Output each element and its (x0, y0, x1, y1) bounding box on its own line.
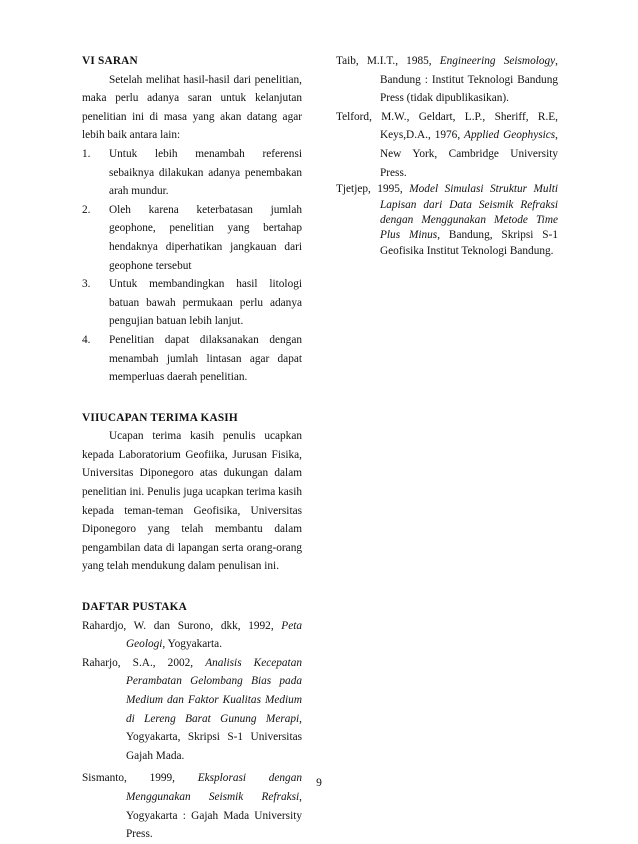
pustaka-heading: DAFTAR PUSTAKA (82, 601, 187, 614)
saran-item-4: 4. Penelitian dapat dilaksanakan dengan menambah jumlah lintasan agar dapat memperluas daerah penelitian. (82, 333, 302, 384)
saran-item-2: 2. Oleh karena keterbatasan jumlah geophone, penelitian yang bertahap hendaknya diperhatikan jangkauan dari geophone tersebut (82, 203, 302, 272)
right-column (336, 52, 558, 259)
reference-item: Raharjo, S.A., 2002, Analisis Kecepatan Perambatan Gelombang Bias pada Medium dan Faktor Kualitas Medium di Lereng Barat Gunung Merapi, Yogyakarta, Skripsi S-1 Universitas Gajah Mada. (82, 656, 302, 762)
reference-item: Sismanto, 1999, Eksplorasi dengan Menggunakan Seismik Refraksi, Yogyakarta : Gajah Mada University Press. (82, 772, 302, 841)
saran-list (82, 145, 302, 387)
left-column (82, 52, 302, 844)
reference-item: Telford, M.W., Geldart, L.P., Sheriff, R.E, Keys,D.A., 1976, Applied Geophysics, New York, Cambridge University Press. (336, 110, 558, 179)
ucapan-heading: VIIUCAPAN TERIMA KASIH (82, 411, 238, 424)
ucapan-text: Ucapan terima kasih penulis ucapkan kepada Laboratorium Geofiika, Jurusan Fisika, Universitas Diponegoro atas dukungan dalam penelitian ini. Penulis juga ucapkan terima kasih kepada teman-teman Geofisika, Universitas Diponegoro yang telah membantu dalam pengambilan data di lapangan serta orang-orang yang telah mendukung dalam penulisan ini. (82, 430, 302, 573)
page-number: 9 (316, 777, 322, 789)
saran-item-3: 3. Untuk membandingkan hasil litologi batuan bawah permukaan perlu adanya pengujian batuan lebih lanjut. (82, 278, 302, 328)
saran-item-1: 1. Untuk lebih menambah referensi sebaiknya dilakukan adanya penembakan arah mundur. (82, 147, 302, 198)
saran-heading: VI SARAN (82, 55, 138, 67)
reference-item: Tjetjep, 1995, Model Simulasi Struktur Multi Lapisan dari Data Seismik Refraksi dengan Menggunakan Metode Time Plus Minus, Bandung, Skripsi S-1 Geofisika Institut Teknologi Bandung. (336, 183, 559, 257)
reference-item: Taib, M.I.T., 1985, Engineering Seismology, Bandung : Institut Teknologi Bandung Press (tidak dipublikasikan). (336, 55, 558, 105)
reference-item: Rahardjo, W. dan Surono, dkk, 1992, Peta Geologi, Yogyakarta. (82, 619, 302, 651)
saran-intro: Setelah melihat hasil-hasil dari penelitian, maka perlu adanya saran untuk kelanjutan penelitian ini di masa yang akan datang agar lebih baik antara lain: (82, 73, 302, 142)
